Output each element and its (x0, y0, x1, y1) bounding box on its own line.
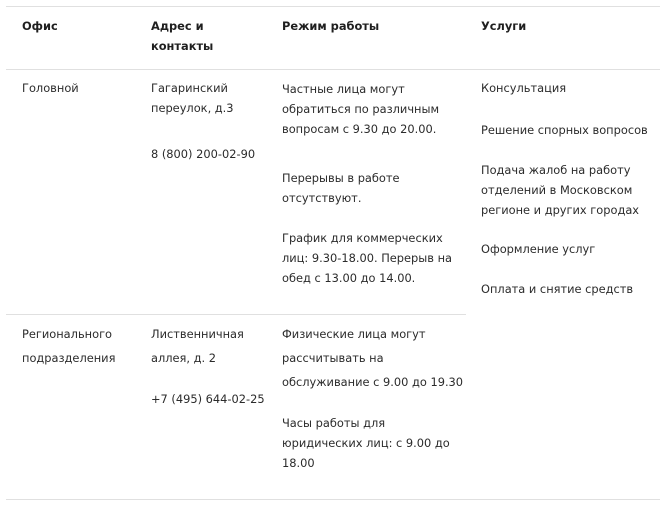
header-office (22, 16, 58, 36)
header-address-line1: Адрес и (151, 19, 204, 33)
row1-bottom-border (6, 314, 466, 315)
header-services (481, 16, 526, 36)
services-item-consultation (481, 78, 566, 98)
row1-hours-p3-line1: График для коммерческих (282, 231, 443, 245)
services-item-payment (481, 279, 633, 299)
row2-phone-number: +7 (495) 644-02-25 (151, 392, 265, 406)
header-address-line2: контакты (151, 39, 214, 53)
row2-phone (151, 389, 265, 409)
row1-phone-number: 8 (800) 200-02-90 (151, 147, 256, 161)
row2-hours-p1-line3: обслуживание с 9.00 до 19.30 (282, 375, 464, 389)
services-item2-label: Решение спорных вопросов (481, 123, 648, 137)
row1-hours-p1-line3: вопросам с 9.30 до 20.00. (282, 122, 437, 136)
row1-hours-commercial (282, 228, 452, 288)
table-bottom-border (6, 499, 660, 500)
row1-hours-p3-line3: обед с 13.00 до 14.00. (282, 271, 416, 285)
header-hours (282, 16, 379, 36)
row2-hours-p2-line1: Часы работы для (282, 416, 386, 430)
row2-address (151, 324, 244, 368)
row1-hours-private (282, 79, 439, 139)
services-item3-line3: регионе и других городах (481, 203, 640, 217)
row2-hours-p2-line2: юридических лиц: с 9.00 до (282, 436, 450, 450)
row1-hours-p2-line2: отсутствуют. (282, 191, 362, 205)
row1-address-line2: переулок, д.3 (151, 101, 234, 115)
row1-office (22, 78, 79, 98)
services-item1-label: Консультация (481, 81, 567, 95)
row2-hours-p1-line1: Физические лица могут (282, 327, 426, 341)
header-hours-label: Режим работы (282, 19, 380, 33)
services-item-complaints (481, 160, 639, 220)
services-item4-label: Оформление услуг (481, 242, 596, 256)
row2-hours-p2-line3: 18.00 (282, 456, 315, 470)
row2-office-line1: Регионального (22, 327, 113, 341)
row1-hours-p2-line1: Перерывы в работе (282, 171, 400, 185)
row2-hours-p1-line2: рассчитывать на (282, 351, 384, 365)
services-item-disputes (481, 120, 648, 140)
table-top-border (6, 6, 660, 7)
row2-office (22, 324, 115, 368)
row2-hours-legal (282, 413, 450, 473)
row1-hours-p3-line2: лиц: 9.30-18.00. Перерыв на (282, 251, 453, 265)
row2-address-line1: Лиственничная (151, 327, 244, 341)
header-bottom-border (6, 69, 660, 70)
header-address (151, 16, 213, 56)
services-item-registration (481, 239, 595, 259)
row2-hours-individuals (282, 324, 463, 392)
row2-address-line2: аллея, д. 2 (151, 351, 217, 365)
services-item5-label: Оплата и снятие средств (481, 282, 634, 296)
header-services-label: Услуги (481, 19, 527, 33)
header-office-label: Офис (22, 19, 58, 33)
services-item3-line2: отделений в Московском (481, 183, 633, 197)
row1-hours-p1-line1: Частные лица могут (282, 82, 405, 96)
row1-hours-breaks (282, 168, 400, 208)
row2-office-line2: подразделения (22, 351, 116, 365)
row1-phone (151, 144, 255, 164)
services-item3-line1: Подача жалоб на работу (481, 163, 631, 177)
row1-address-line1: Гагаринский (151, 81, 228, 95)
row1-address (151, 78, 234, 118)
row1-office-name: Головной (22, 81, 79, 95)
row1-hours-p1-line2: обратиться по различным (282, 102, 440, 116)
